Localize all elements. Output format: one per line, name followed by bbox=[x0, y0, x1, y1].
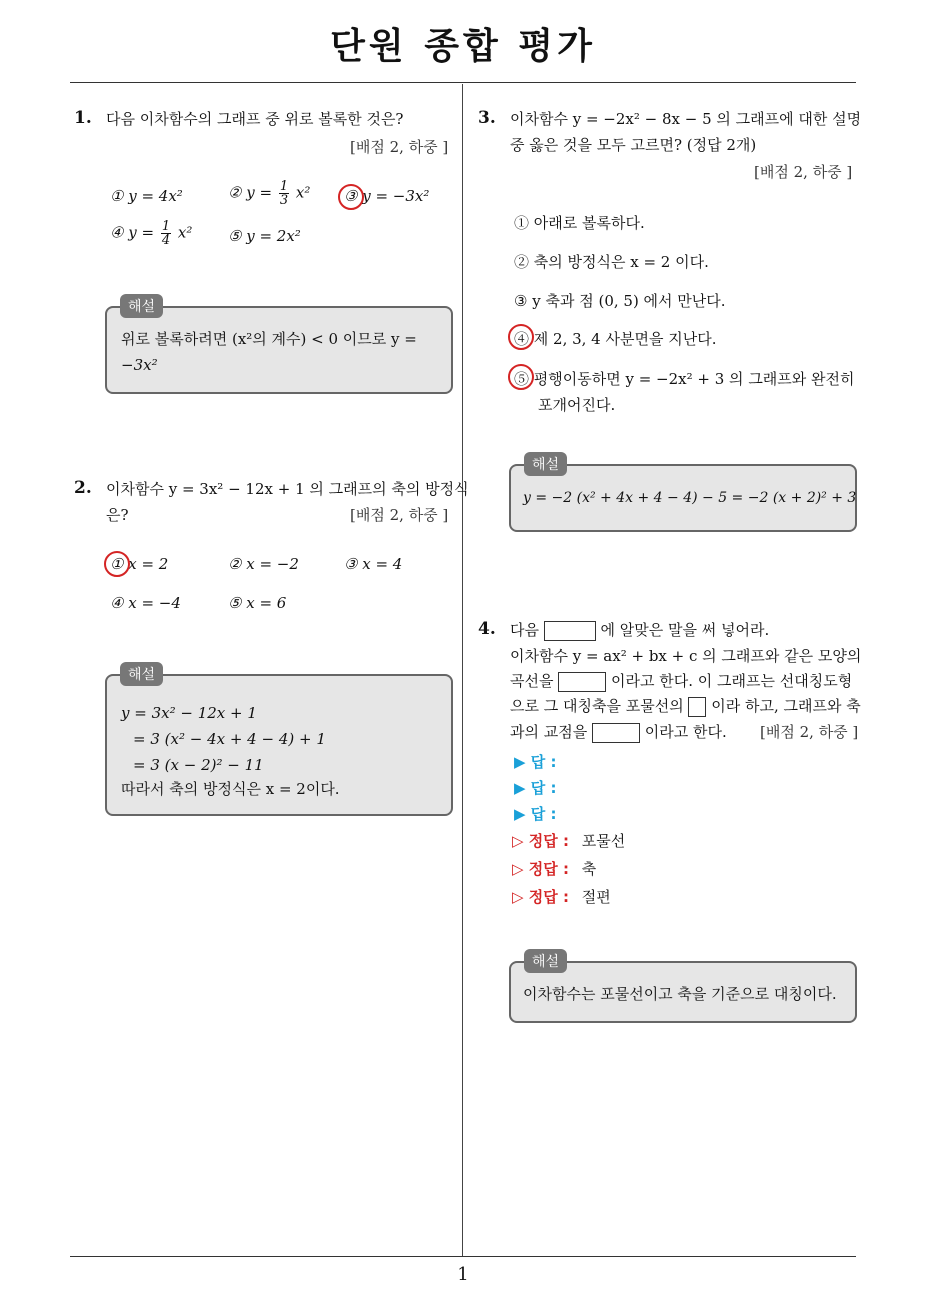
option-3[interactable]: ③ y 축과 점 (0, 5) 에서 만난다. bbox=[514, 292, 726, 310]
text-segment: 에 알맞은 말을 써 넣어라. bbox=[600, 621, 770, 639]
question-meta: [배점 2, 하중 ] bbox=[760, 723, 859, 741]
column-divider bbox=[462, 84, 463, 1256]
question-number: 4. bbox=[478, 619, 496, 639]
question-meta: [배점 2, 하중 ] bbox=[754, 163, 853, 181]
explanation-line: 이차함수는 포물선이고 축을 기준으로 대칭이다. bbox=[523, 985, 837, 1003]
blank-box bbox=[558, 672, 606, 692]
text-segment: 다음 bbox=[510, 621, 539, 639]
explanation-line: 위로 볼록하려면 (x²의 계수) < 0 이므로 y = bbox=[121, 330, 417, 348]
question-meta: [배점 2, 하중 ] bbox=[350, 138, 449, 156]
question-text: 이차함수 y = ax² + bx + c 의 그래프와 같은 모양의 bbox=[510, 647, 862, 665]
question-text: 이차함수 y = −2x² − 8x − 5 의 그래프에 대한 설명 bbox=[510, 110, 862, 128]
denominator: 3 bbox=[279, 193, 289, 208]
explanation-label: 해설 bbox=[524, 949, 567, 973]
explanation-label: 해설 bbox=[120, 294, 163, 318]
answer-circle-mark bbox=[508, 324, 534, 350]
question-text: 이차함수 y = 3x² − 12x + 1 의 그래프의 축의 방정식 bbox=[106, 480, 469, 498]
question-text: 다음 이차함수의 그래프 중 위로 볼록한 것은? bbox=[106, 110, 404, 128]
option-5-continued: 포개어진다. bbox=[538, 396, 616, 414]
blank-box bbox=[592, 723, 640, 743]
question-text bbox=[510, 670, 852, 692]
question-text: 중 옳은 것을 모두 고르면? (정답 2개) bbox=[510, 136, 757, 154]
explanation-box bbox=[105, 674, 453, 816]
option-4[interactable]: ④ x = −4 bbox=[110, 594, 181, 612]
explanation-label: 해설 bbox=[120, 662, 163, 686]
option-5[interactable]: ⑤ 평행이동하면 y = −2x² + 3 의 그래프와 완전히 bbox=[514, 370, 855, 388]
correct-answer-value: 절편 bbox=[581, 888, 611, 906]
text-segment: 이라고 한다. 이 그래프는 선대칭도형 bbox=[611, 672, 853, 690]
correct-answer-value: 포물선 bbox=[581, 832, 626, 850]
option-5[interactable]: ⑤ x = 6 bbox=[228, 594, 287, 612]
question-number: 2. bbox=[74, 478, 92, 498]
answer-line[interactable]: ▶ 답 : bbox=[514, 779, 557, 797]
option-2-prefix: ② y = bbox=[228, 183, 273, 202]
answer-circle-mark bbox=[508, 364, 534, 390]
question-number: 3. bbox=[478, 108, 496, 128]
question-meta: [배점 2, 하중 ] bbox=[350, 506, 449, 524]
option-2[interactable]: ② x = −2 bbox=[228, 555, 299, 573]
correct-answer-row bbox=[512, 886, 611, 907]
option-2-suffix: x² bbox=[295, 183, 311, 202]
blank-box bbox=[688, 697, 706, 717]
page-title: 단원 종합 평가 bbox=[330, 26, 596, 67]
fraction bbox=[279, 180, 289, 207]
text-segment: 이라 하고, 그래프와 축 bbox=[711, 697, 861, 715]
numerator: 1 bbox=[279, 179, 289, 194]
correct-label: ▷ 정답 : bbox=[512, 860, 569, 878]
correct-answer-row bbox=[512, 830, 625, 851]
page-number: 1 bbox=[457, 1264, 469, 1285]
question-text bbox=[510, 721, 727, 743]
answer-line[interactable]: ▶ 답 : bbox=[514, 805, 557, 823]
question-text bbox=[510, 695, 861, 717]
text-segment: 이라고 한다. bbox=[644, 723, 727, 741]
question-text: 은? bbox=[106, 506, 129, 524]
option-1[interactable]: ① x = 2 bbox=[110, 555, 169, 573]
explanation-label: 해설 bbox=[524, 452, 567, 476]
option-4[interactable] bbox=[110, 220, 192, 247]
text-segment: 으로 그 대칭축을 포물선의 bbox=[510, 697, 684, 715]
text-segment: 과의 교점을 bbox=[510, 723, 588, 741]
correct-label: ▷ 정답 : bbox=[512, 832, 569, 850]
explanation-box bbox=[105, 306, 453, 394]
option-3[interactable]: ③ y = −3x² bbox=[344, 187, 430, 205]
top-rule bbox=[70, 82, 856, 83]
explanation-line: y = 3x² − 12x + 1 bbox=[121, 704, 257, 722]
answer-circle-mark bbox=[104, 551, 130, 577]
explanation-line: = 3 (x² − 4x + 4 − 4) + 1 bbox=[133, 730, 326, 748]
explanation-line: 따라서 축의 방정식은 x = 2이다. bbox=[121, 780, 340, 798]
option-1[interactable]: ① y = 4x² bbox=[110, 187, 183, 205]
correct-answer-row bbox=[512, 858, 596, 879]
option-1[interactable]: ① 아래로 볼록하다. bbox=[514, 214, 645, 232]
blank-box bbox=[544, 621, 596, 641]
option-2[interactable] bbox=[228, 180, 310, 207]
bottom-rule bbox=[70, 1256, 856, 1257]
correct-answer-value: 축 bbox=[581, 860, 597, 878]
option-2[interactable]: ② 축의 방정식은 x = 2 이다. bbox=[514, 253, 709, 271]
option-4[interactable]: ④ 제 2, 3, 4 사분면을 지난다. bbox=[514, 330, 717, 348]
option-3[interactable]: ③ x = 4 bbox=[344, 555, 403, 573]
explanation-line: −3x² bbox=[121, 356, 158, 374]
answer-line[interactable]: ▶ 답 : bbox=[514, 753, 557, 771]
correct-label: ▷ 정답 : bbox=[512, 888, 569, 906]
answer-circle-mark bbox=[338, 184, 364, 210]
denominator: 4 bbox=[161, 233, 171, 248]
explanation-line: y = −2 (x² + 4x + 4 − 4) − 5 = −2 (x + 2)² + 3 bbox=[523, 490, 857, 506]
explanation-line: = 3 (x − 2)² − 11 bbox=[133, 756, 264, 774]
option-4-suffix: x² bbox=[177, 223, 193, 242]
numerator: 1 bbox=[161, 219, 171, 234]
question-number: 1. bbox=[74, 108, 92, 128]
option-4-prefix: ④ y = bbox=[110, 223, 155, 242]
question-text bbox=[510, 619, 769, 641]
fraction bbox=[161, 220, 171, 247]
text-segment: 곡선을 bbox=[510, 672, 554, 690]
option-5[interactable]: ⑤ y = 2x² bbox=[228, 227, 301, 245]
